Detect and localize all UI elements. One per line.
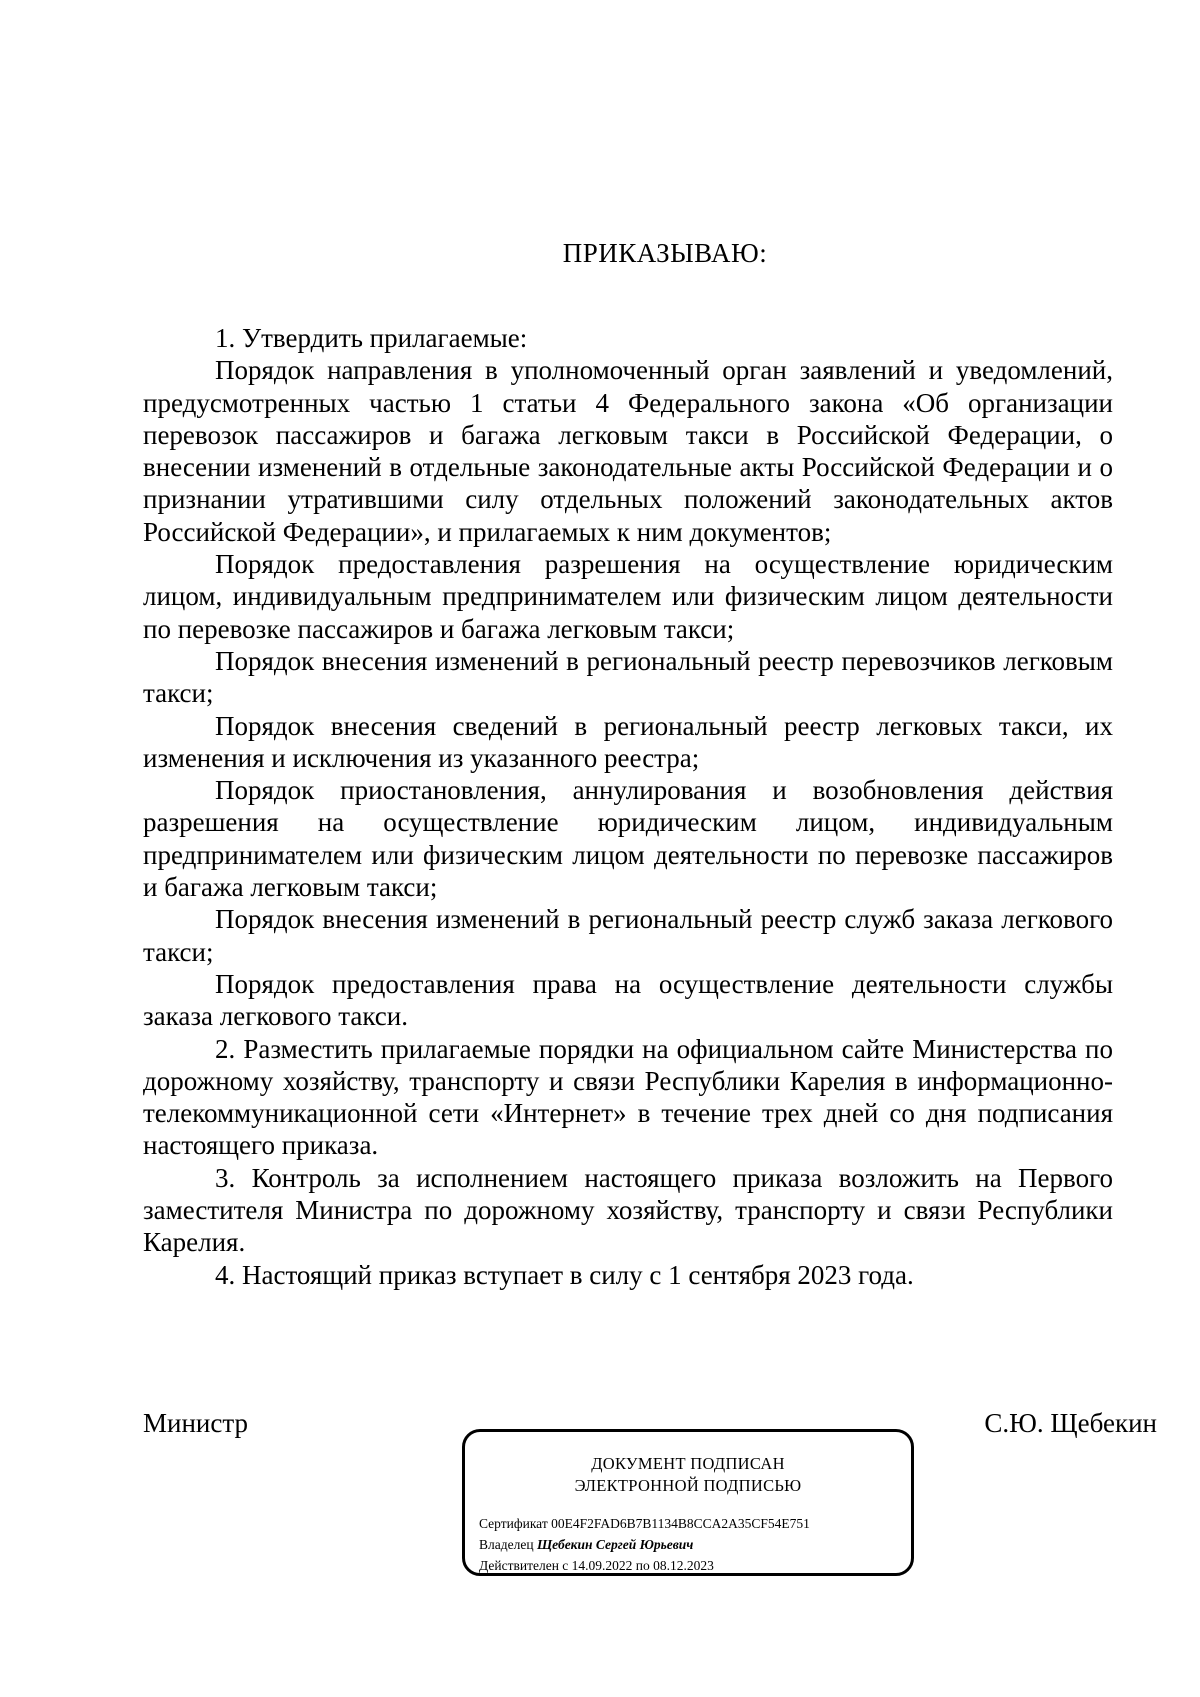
procedure-taxi-registry-entries: Порядок внесения сведений в региональный реестр легковых такси, их изменения и исключения из указанного реестра; — [143, 710, 1113, 773]
electronic-signature-stamp — [462, 1429, 914, 1576]
stamp-details — [479, 1513, 810, 1576]
order-body — [143, 322, 1113, 1291]
procedure-permit-suspension: Порядок приостановления, аннулирования и возобновления действия разрешения на осуществление юридическим лицом, индивидуальным предпринимателем или физическим лицом деятельности по перевозке пассажиров и багажа легковым такси; — [143, 775, 1113, 903]
order-item-1: 1. Утвердить прилагаемые: — [215, 323, 528, 353]
stamp-validity-to-label: по — [635, 1558, 650, 1573]
order-heading: ПРИКАЗЫВАЮ: — [562, 238, 768, 268]
stamp-validity-row — [479, 1555, 810, 1576]
stamp-certificate-label: Сертификат — [479, 1516, 548, 1531]
order-item-3: 3. Контроль за исполнением настоящего приказа возложить на Первого заместителя Министра по дорожному хозяйству, транспорту и связи Республики Карелия. — [143, 1162, 1113, 1258]
stamp-certificate-row — [479, 1513, 810, 1534]
stamp-title-line-1: ДОКУМЕНТ ПОДПИСАН — [591, 1454, 785, 1473]
order-item-2: 2. Разместить прилагаемые порядки на официальном сайте Министерства по дорожному хозяйству, транспорту и связи Республики Карелия в информационно-телекоммуникационной сети «Интернет» в течение трех дней со дня подписания настоящего приказа. — [143, 1033, 1113, 1161]
stamp-title — [465, 1453, 911, 1497]
signer-position: Министр — [143, 1408, 248, 1438]
order-item-4: 4. Настоящий приказ вступает в силу с 1 сентября 2023 года. — [215, 1259, 914, 1290]
stamp-title-line-2: ЭЛЕКТРОННОЙ ПОДПИСЬЮ — [574, 1476, 802, 1495]
procedure-permit-granting: Порядок предоставления разрешения на осуществление юридическим лицом, индивидуальным предпринимателем или физическим лицом деятельности по перевозке пассажиров и багажа легковым такси; — [143, 549, 1113, 644]
stamp-validity-prefix: Действителен с — [479, 1558, 569, 1573]
procedure-dispatch-registry-changes: Порядок внесения изменений в региональный реестр служб заказа легкового такси; — [143, 904, 1113, 967]
stamp-owner-row — [479, 1534, 810, 1555]
procedure-applications-notifications: Порядок направления в уполномоченный орган заявлений и уведомлений, предусмотренных частью 1 статьи 4 Федерального закона «Об организации перевозок пассажиров и багажа легковым такси в Российской Федерации, о внесении изменений в отдельные законодательные акты Российской Федерации и о признании утратившими силу отдельных положений законодательных актов Российской Федерации», и прилагаемых к ним документов; — [143, 355, 1113, 547]
signer-name: С.Ю. Щебекин — [984, 1408, 1157, 1438]
procedure-carrier-registry-changes: Порядок внесения изменений в региональный реестр перевозчиков легковым такси; — [143, 645, 1113, 709]
stamp-valid-from: 14.09.2022 — [571, 1558, 633, 1573]
stamp-certificate-value: 00E4F2FAD6B7B1134B8CCA2A35CF54E751 — [551, 1516, 810, 1531]
stamp-owner-label: Владелец — [479, 1537, 534, 1552]
procedure-dispatch-service-right: Порядок предоставления права на осуществление деятельности службы заказа легкового такси. — [143, 968, 1113, 1032]
stamp-valid-to: 08.12.2023 — [653, 1558, 714, 1573]
stamp-owner-value: Щебекин Сергей Юрьевич — [536, 1537, 694, 1552]
